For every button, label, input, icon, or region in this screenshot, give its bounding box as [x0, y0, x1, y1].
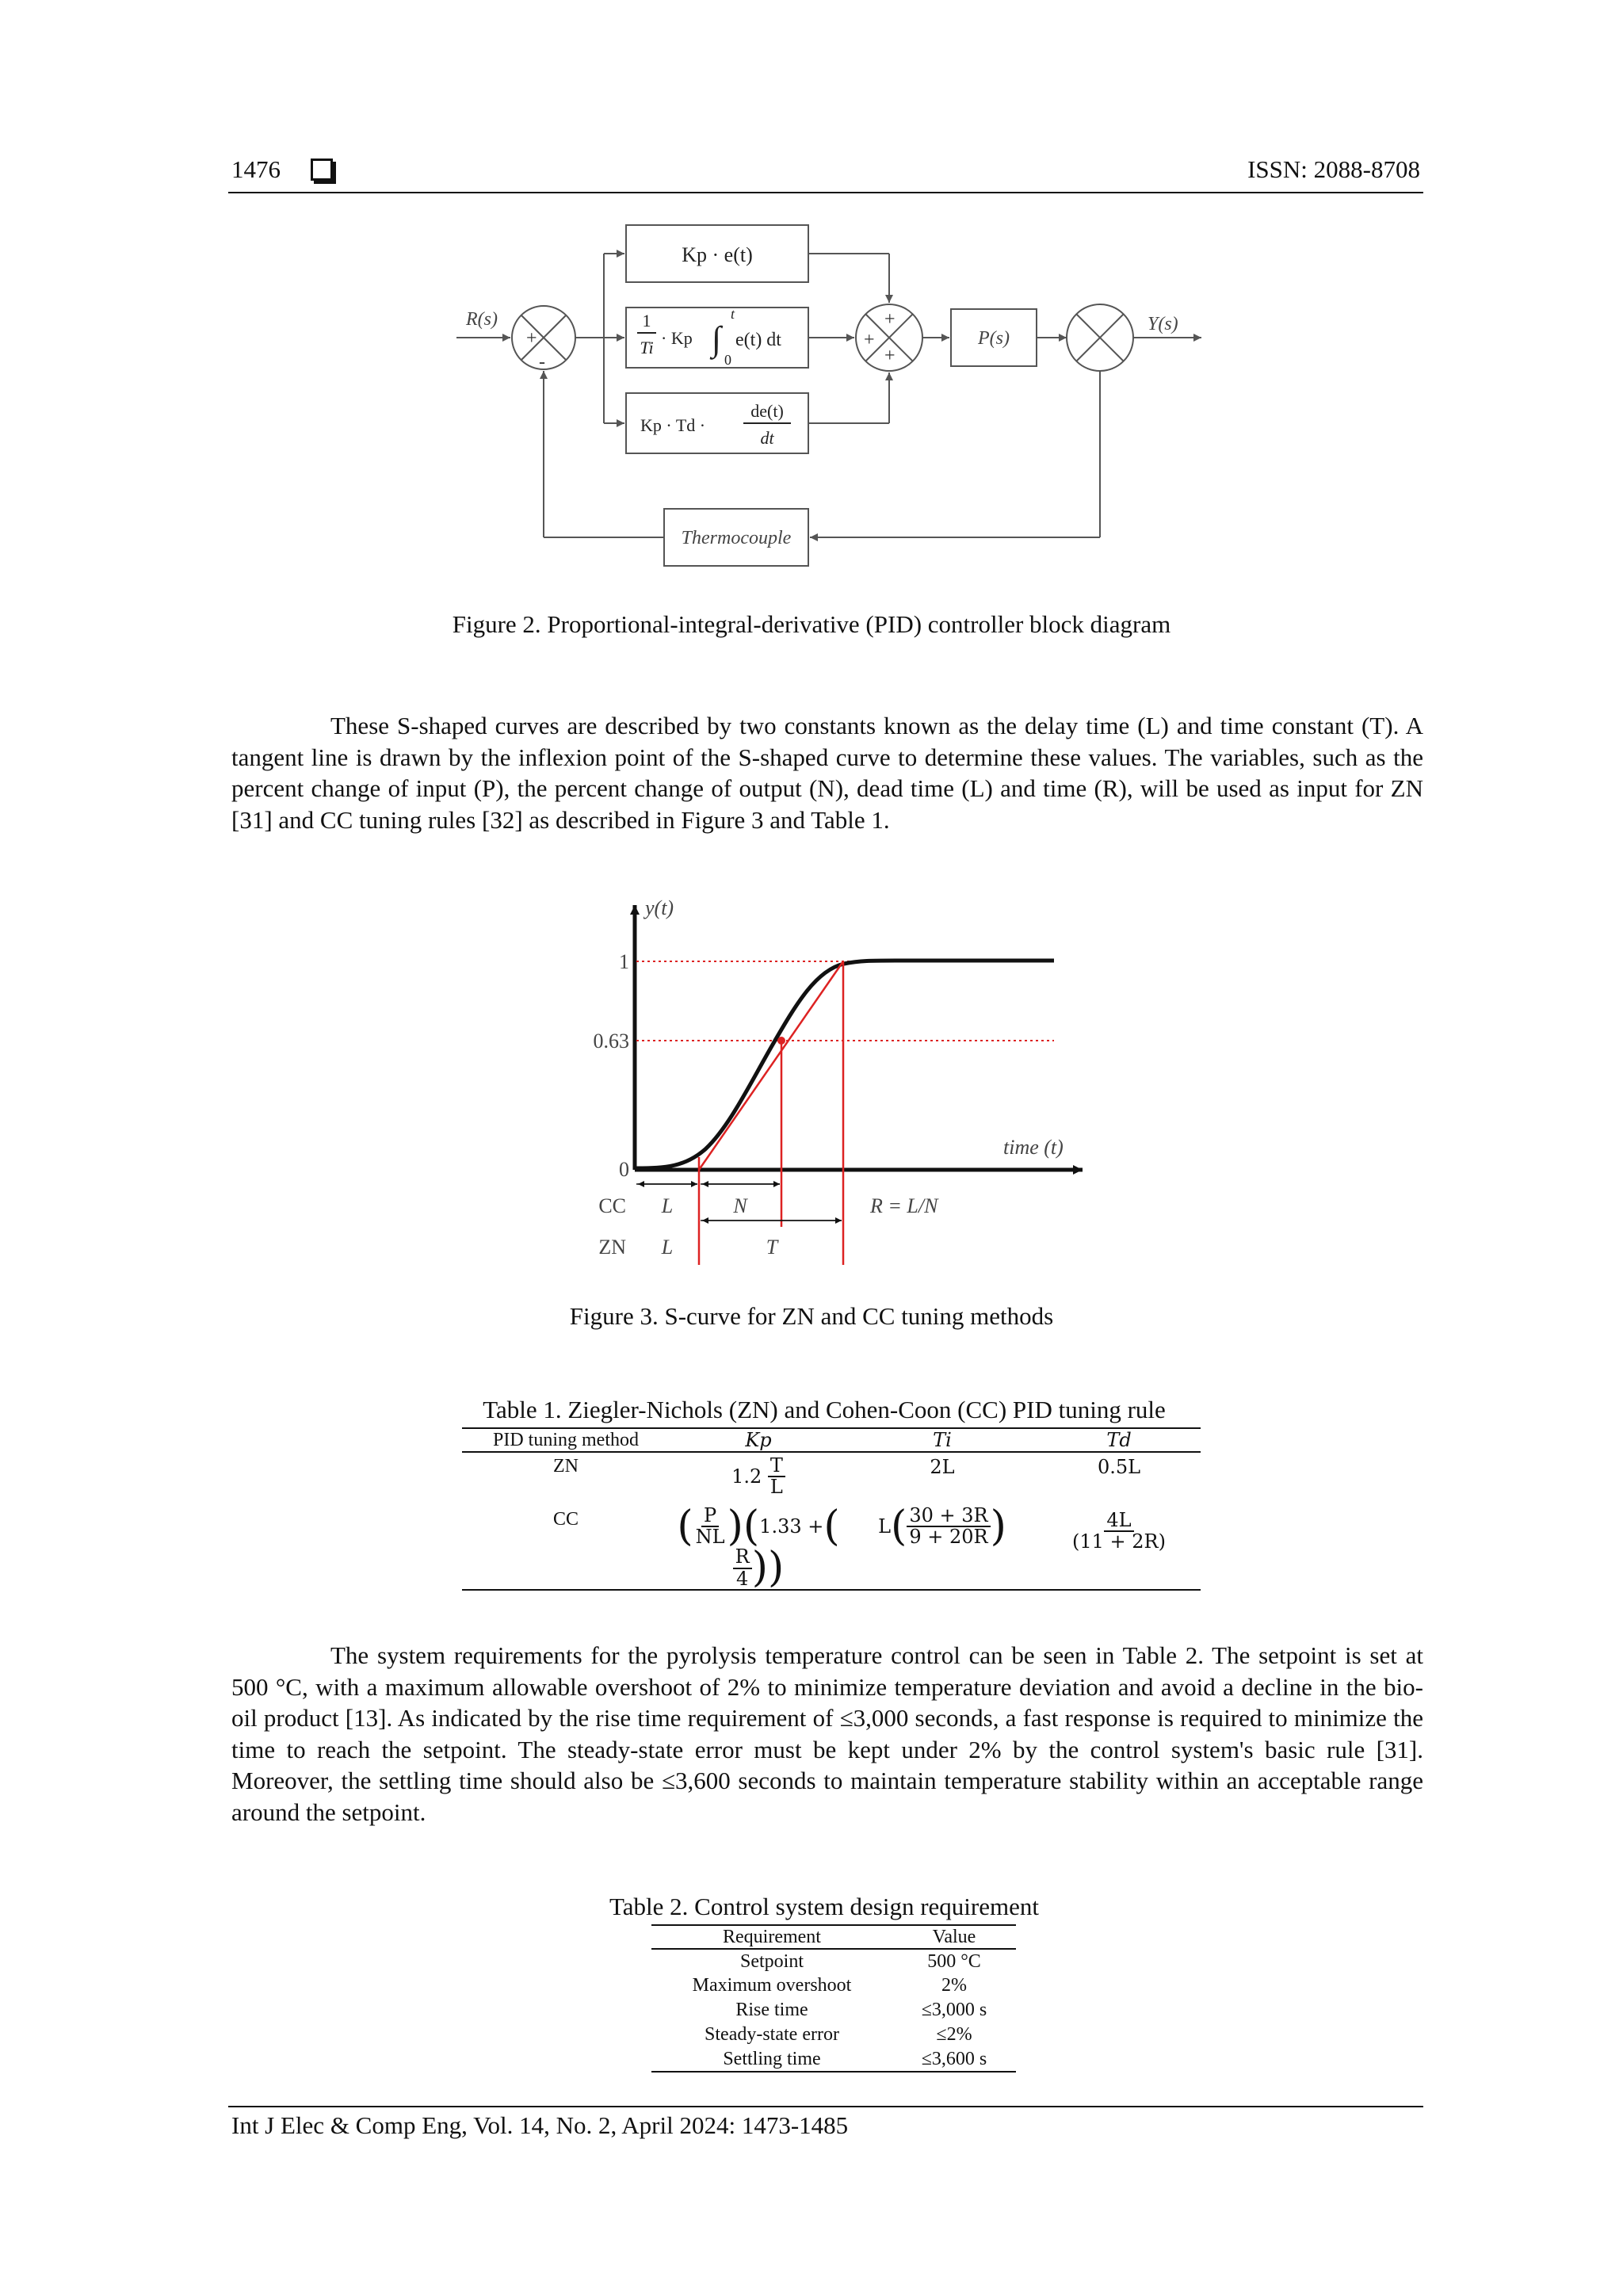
plus-sign: + [884, 346, 896, 366]
y-tick-063: 0.63 [593, 1030, 629, 1052]
table-row [651, 2047, 1016, 2072]
col-header: Requirement [723, 1926, 821, 1947]
integral-upper: t [731, 306, 735, 322]
figure-3-s-curve [579, 896, 1094, 1276]
block-i-coef: · Kp [661, 328, 693, 348]
cell: ≤3,000 s [921, 2000, 987, 2020]
cell: Maximum overshoot [692, 1975, 852, 1996]
row-label-cc: CC [598, 1194, 626, 1217]
table-1-caption: Table 1. Ziegler-Nichols (ZN) and Cohen-Coon (CC) PID tuning rule [483, 1396, 1166, 1423]
page-footer: Int J Elec & Comp Eng, Vol. 14, No. 2, April 2024: 1473-1485 [231, 2111, 849, 2139]
cell: ( $\frac{P}{NL}$ )(1.33 +( $\frac{R}{4}$ )) [677, 1503, 840, 1592]
cell: L( $\frac{30 + 3R}{9 + 20R}$ ) [878, 1503, 1006, 1551]
page-header-left [231, 155, 333, 184]
y-tick-1: 1 [619, 950, 629, 973]
output-label: Y(s) [1148, 314, 1178, 334]
table-header-row [651, 1925, 1016, 1949]
figure-2-pid-diagram [456, 214, 1217, 586]
figure-3-caption: Figure 3. S-curve for ZN and CC tuning methods [569, 1302, 1054, 1330]
cc-label-N: N [733, 1194, 747, 1217]
plus-sign: + [526, 328, 537, 349]
figure-2-caption: Figure 2. Proportional-integral-derivative (PID) controller block diagram [452, 610, 1171, 638]
table-2 [651, 1924, 1016, 2073]
cell: 0.5L [1097, 1456, 1141, 1478]
cell: Setpoint [739, 1950, 804, 1972]
cc-label-L: L [661, 1194, 674, 1217]
cell: $\frac{4L}{(11 + 2R)}$ [1072, 1509, 1166, 1553]
table-row [462, 1452, 1201, 1506]
cell: 1.2 $\frac{T}{L}$ [670, 1452, 847, 1506]
cell: 500 °C [927, 1950, 981, 1972]
table-2-caption: Table 2. Control system design requirement [609, 1893, 1039, 1920]
y-tick-0: 0 [619, 1158, 629, 1181]
issn: ISSN: 2088-8708 [1247, 155, 1420, 183]
cell: CC [552, 1509, 579, 1530]
table-row [651, 1973, 1016, 1998]
cc-label-R: R = L/N [870, 1194, 938, 1217]
block-d-den: dt [760, 428, 774, 448]
square-bullet-icon [311, 159, 333, 181]
cell: ≤2% [936, 2024, 972, 2045]
cell: Rise time [735, 2000, 808, 2020]
input-label: R(s) [466, 309, 498, 330]
cell: ZN [553, 1456, 579, 1477]
row-label-zn: ZN [598, 1236, 626, 1259]
one: 1 [642, 311, 651, 330]
table-row [462, 1506, 1201, 1590]
col-header: Value [932, 1926, 976, 1947]
cell: Settling time [723, 2048, 821, 2069]
header-rule [228, 192, 1423, 193]
sensor-label: Thermocouple [681, 528, 792, 548]
table-row [651, 2023, 1016, 2047]
svg-text:∫: ∫ [712, 319, 722, 358]
zn-label-L: L [661, 1236, 674, 1259]
x-axis-label: time (t) [1003, 1136, 1064, 1159]
col-header: Td [1106, 1429, 1132, 1451]
cell: Steady-state error [705, 2024, 839, 2045]
col-header: PID tuning method [493, 1429, 639, 1450]
y-axis-label: y(t) [645, 896, 674, 919]
table-row [651, 1998, 1016, 2023]
footer-rule [228, 2106, 1423, 2107]
table-1 [462, 1427, 1201, 1591]
col-header: Kp [745, 1429, 772, 1451]
table-header-row [462, 1428, 1201, 1452]
tangent-line [699, 961, 843, 1170]
minus-sign: - [539, 352, 545, 372]
table-row [651, 1949, 1016, 1973]
block-i-body: e(t) dt [735, 330, 781, 350]
zn-label-T: T [766, 1236, 778, 1259]
s-curve [636, 961, 1054, 1168]
block-d-coef: Kp · Td · [640, 415, 706, 435]
cell: 2% [941, 1975, 967, 1996]
plus-sign: + [864, 330, 875, 350]
plant-label: P(s) [978, 328, 1010, 349]
ti: Ti [640, 338, 654, 357]
cell: ≤3,600 s [921, 2048, 987, 2069]
block-p-text: Kp · e(t) [682, 243, 753, 266]
page-number: 1476 [231, 155, 281, 183]
paragraph-1: These S-shaped curves are described by two constants known as the delay time (L) and time constant (T). A tangent line is drawn by the inflexion point of the S-shaped curve to determine these values. The variables, such as the percent change of input (P), the percent change of output (N), dead time (L) and time (R), will be used as input for ZN [31] and CC tuning rules [32] as described in Figure 3 and Table 1. [231, 712, 1423, 834]
integral-lower: 0 [724, 352, 731, 368]
inflexion-point [777, 1037, 785, 1045]
col-header: Ti [933, 1429, 952, 1451]
plus-sign: + [884, 309, 896, 330]
cell: 2L [930, 1456, 955, 1478]
paragraph-2: The system requirements for the pyrolysis temperature control can be seen in Table 2. The setpoint is set at 500 °C, with a maximum allowable overshoot of 2% to minimize temperature deviation and avoid a decline in the bio-oil product [13]. As indicated by the rise time requirement of ≤3,000 seconds, a fast response is required to minimize the time to reach the setpoint. The steady-state error must be kept under 2% by the control system's basic rule [31]. Moreover, the settling time should also be ≤3,600 seconds to maintain temperature stability within an acceptable range around the setpoint. [231, 1641, 1423, 1826]
block-d-num: de(t) [750, 401, 784, 421]
